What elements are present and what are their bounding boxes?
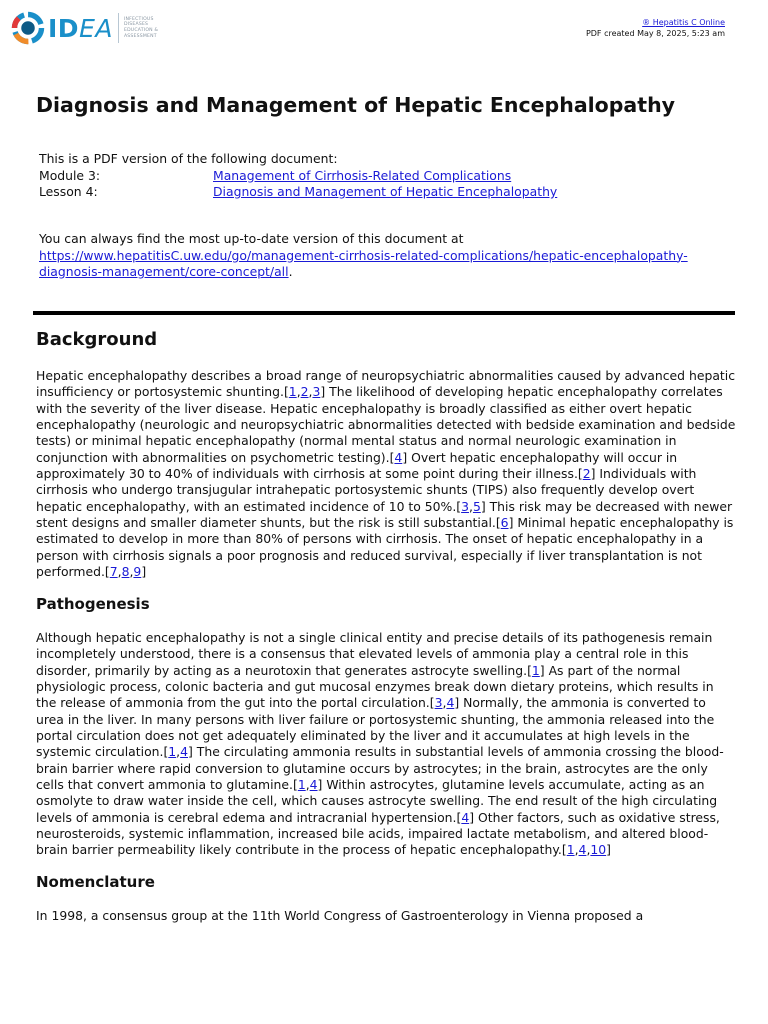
lesson-link[interactable]: Diagnosis and Management of Hepatic Encephalopathy	[213, 184, 558, 199]
citation-link-1[interactable]: 1	[531, 662, 540, 678]
hepatitis-c-online-link[interactable]: ® Hepatitis C Online	[642, 18, 725, 27]
citation-link-4[interactable]: 4	[446, 695, 455, 711]
citation-link-4[interactable]: 4	[309, 777, 318, 793]
citation-link-5[interactable]: 5	[472, 498, 481, 514]
pdf-created-date: PDF created May 8, 2025, 5:23 am	[585, 29, 725, 38]
citation-link-10[interactable]: 10	[590, 842, 607, 858]
page-title: Diagnosis and Management of Hepatic Encephalopathy	[36, 93, 676, 117]
citation-link-6[interactable]: 6	[500, 515, 509, 531]
citation-link-8[interactable]: 8	[121, 564, 130, 580]
pathogenesis-paragraph: Although hepatic encephalopathy is not a single clinical entity and precise details of its pathogenesis remain incompletely understood, there is a consensus that elevated levels of ammonia play a central role in this disorder, primarily by acting as a neurotoxin that generates astrocyte swelling.[1] As part of the normal physiologic process, colonic bacteria and gut mucosal enzymes break down dietary proteins, which results in the release of ammonia from the gut into the portal circulation.[3,4] Normally, the ammonia is converted to urea in the liver. In many persons with liver failure or portosystemic shunting, the ammonia released into the portal circulation does not get adequately eliminated by the liver and it accumulates at high levels in the systemic circulation.[1,4] The circulating ammonia results in substantial levels of ammonia crossing the blood-brain barrier where rapid conversion to glutamine occurs by astrocytes; in the brain, astrocytes are the only cells that convert ammonia to glutamine.[1,4] Within astrocytes, glutamine levels accumulate, acting as an osmolyte to draw water inside the cell, which causes astrocyte swelling. The end result of the high circulating levels of ammonia is cerebral edema and intracranial hypertension.[4] Other factors, such as oxidative stress, neurosteroids, systemic inflammation, increased bile acids, impaired lactate metabolism, and altered blood-brain barrier permeability likely contribute in the process of hepatic encephalopathy.[1,4,10]	[36, 630, 724, 858]
citation-link-1[interactable]: 1	[297, 777, 306, 793]
citation-link-2[interactable]: 2	[582, 466, 591, 482]
nomenclature-heading: Nomenclature	[36, 873, 155, 891]
citation-link-7[interactable]: 7	[109, 564, 118, 580]
citation-link-3[interactable]: 3	[312, 384, 321, 400]
citation-link-4[interactable]: 4	[461, 809, 470, 825]
module-label: Module 3:	[39, 167, 101, 183]
meta-intro: This is a PDF version of the following document:	[39, 151, 338, 166]
section-divider	[33, 311, 735, 315]
idea-logo-ring-icon	[10, 10, 46, 46]
document-header-info	[586, 17, 725, 39]
document-meta	[39, 151, 557, 201]
citation-link-2[interactable]: 2	[300, 384, 309, 400]
citation-link-4[interactable]: 4	[394, 449, 403, 465]
latest-version-url[interactable]: https://www.hepatitisC.uw.edu/go/management-cirrhosis-related-complications/hepatic-encephalopathy- diagnosis-management/core-concept/all	[39, 247, 688, 279]
citation-link-3[interactable]: 3	[461, 498, 469, 514]
pathogenesis-heading: Pathogenesis	[36, 595, 150, 613]
lesson-row	[39, 184, 557, 201]
citation-link-4[interactable]: 4	[578, 842, 587, 858]
logo-divider	[118, 13, 119, 43]
module-row	[39, 168, 557, 185]
citation-link-1[interactable]: 1	[288, 384, 297, 400]
citation-link-1[interactable]: 1	[168, 744, 177, 760]
lesson-label: Lesson 4:	[39, 184, 98, 199]
idea-wordmark: IDEA	[48, 13, 113, 43]
logo-tagline: INFECTIOUS DISEASES EDUCATION & ASSESSMENT	[123, 16, 159, 39]
citation-link-3[interactable]: 3	[434, 695, 443, 711]
background-paragraph: Hepatic encephalopathy describes a broad range of neuropsychiatric abnormalities caused by advanced hepatic insufficiency or portosystemic shunting.[1,2,3] The likelihood of developing hepatic encephalopathy correlates with the severity of the liver disease. Hepatic encephalopathy is broadly classified as either overt hepatic encephalopathy (neurologic and neuropsychiatric abnormalities detected with bedside examination and bedside tests) or minimal hepatic encephalopathy (normal mental status and normal neurologic examination in conjunction with abnormalities on psychometric testing).[4] Overt hepatic encephalopathy will occur in approximately 30 to 40% of individuals with cirrhosis at some point during their illness.[2] Individuals with cirrhosis who undergo transjugular intrahepatic portosystemic shunts (TIPS) also frequently develop overt hepatic encephalopathy, with an estimated incidence of 10 to 50%.[3,5] This risk may be decreased with newer stent designs and smaller diameter shunts, but the risk is still substantial.[6] Minimal hepatic encephalopathy is estimated to develop in more than 80% of persons with cirrhosis. The onset of hepatic encephalopathy in a person with cirrhosis signals a poor prognosis and reduced survival, especially if liver transplantation is not performed.[7,8,9]	[36, 368, 736, 580]
citation-link-9[interactable]: 9	[133, 564, 142, 580]
background-heading: Background	[36, 329, 158, 350]
citation-link-4[interactable]: 4	[180, 744, 189, 760]
latest-version-text: You can always find the most up-to-date version of this document at	[39, 231, 464, 246]
nomenclature-paragraph: In 1998, a consensus group at the 11th World Congress of Gastroenterology in Vienna proposed a	[36, 908, 644, 923]
latest-version-note: You can always find the most up-to-date version of this document at https://www.hepatitisC.uw.edu/go/management-cirrhosis-related-complications/hepatic-encephalopathy- diagnosis-management/core-concept/all.	[39, 231, 688, 279]
module-link[interactable]: Management of Cirrhosis-Related Complications	[213, 167, 512, 183]
citation-link-1[interactable]: 1	[566, 842, 575, 858]
idea-logo	[10, 10, 158, 46]
